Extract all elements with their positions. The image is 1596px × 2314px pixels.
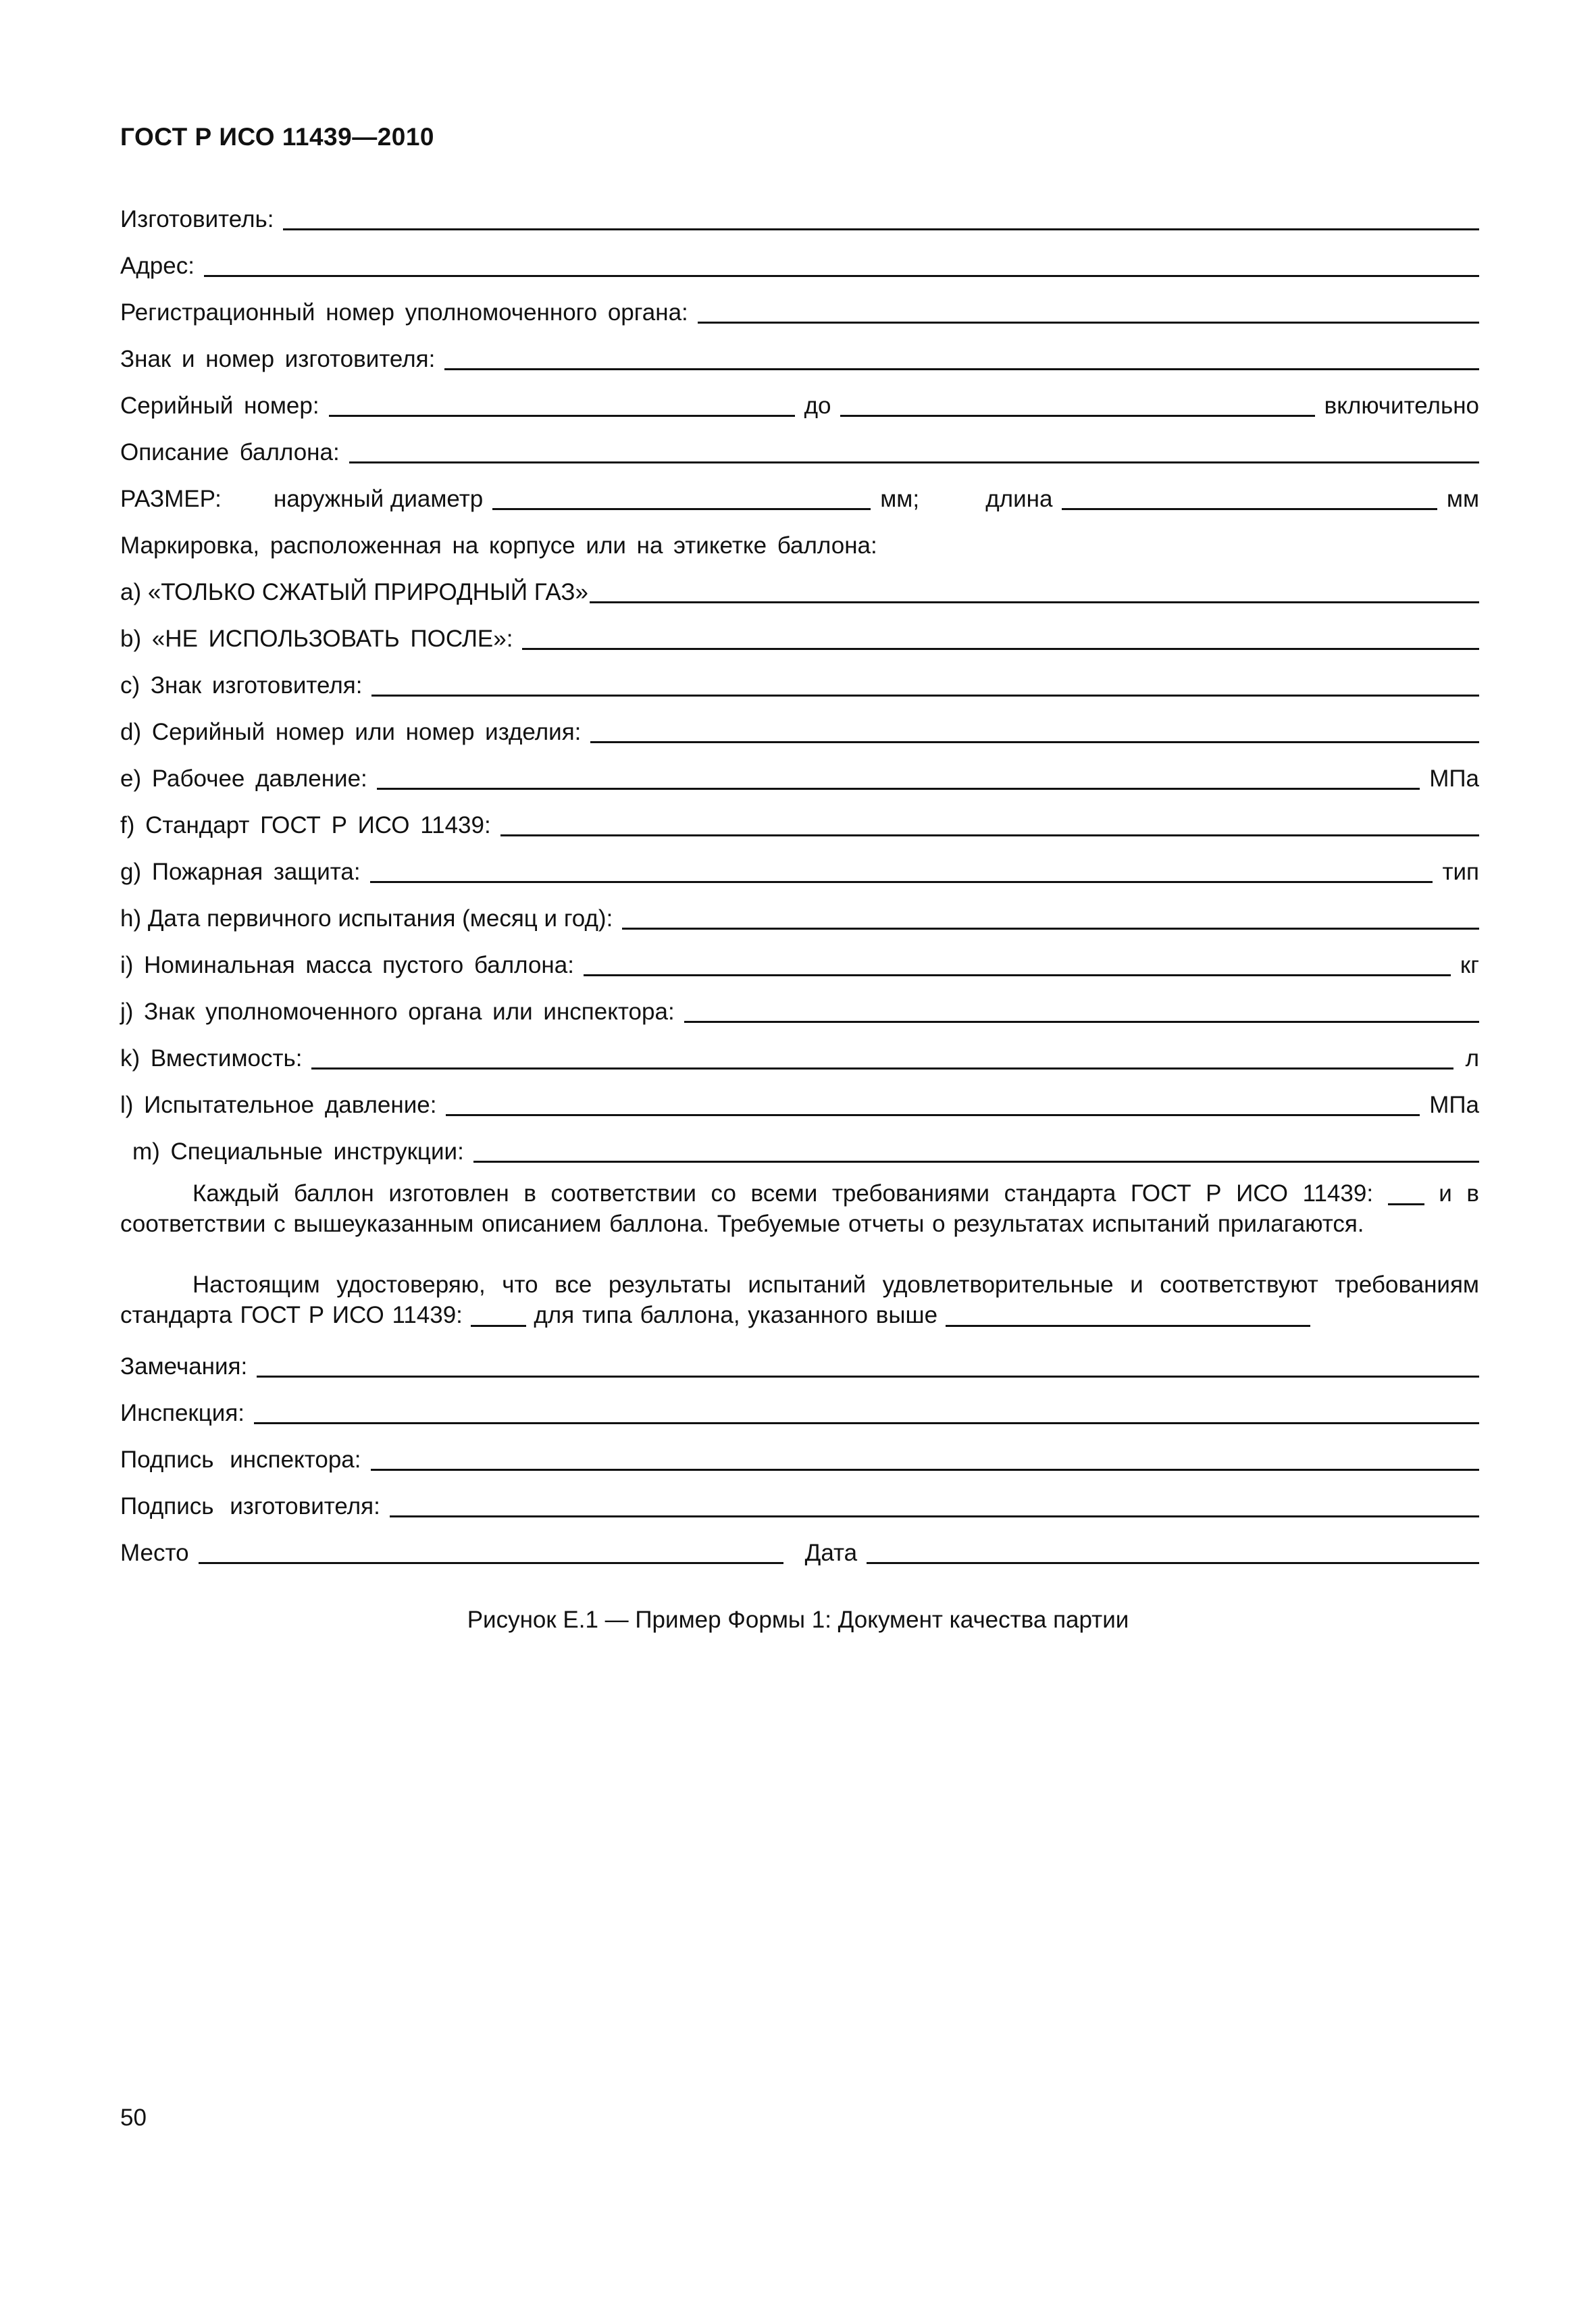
outer-diameter-field[interactable] — [492, 484, 871, 510]
item-f-row — [120, 805, 1479, 839]
item-e-row — [120, 759, 1479, 793]
cylinder-description-row — [120, 432, 1479, 466]
item-l-field[interactable] — [446, 1090, 1420, 1116]
item-d-row — [120, 712, 1479, 746]
item-j-row — [120, 992, 1479, 1026]
mark-number-label: Знак и номер изготовителя: — [120, 346, 436, 372]
inspection-row — [120, 1393, 1479, 1427]
item-b-label: b) «НЕ ИСПОЛЬЗОВАТЬ ПОСЛЕ»: — [120, 626, 513, 652]
length-label: длина — [985, 486, 1053, 512]
item-b-field[interactable] — [522, 624, 1479, 650]
serial-to-label: до — [804, 393, 831, 419]
item-a-field[interactable] — [590, 577, 1479, 603]
item-c-label: с) Знак изготовителя: — [120, 672, 363, 699]
length-unit: мм — [1446, 486, 1479, 512]
inspector-signature-field[interactable] — [371, 1444, 1480, 1471]
item-m-field[interactable] — [473, 1136, 1479, 1163]
item-h-row — [120, 899, 1479, 932]
item-m-row — [132, 1132, 1479, 1165]
item-m-label: m) Специальные инструкции: — [132, 1138, 464, 1165]
item-f-label: f) Стандарт ГОСТ Р ИСО 11439: — [120, 812, 491, 838]
document-header: ГОСТ Р ИСО 11439—2010 — [120, 123, 435, 151]
size-label: РАЗМЕР: — [120, 486, 222, 512]
remarks-field[interactable] — [257, 1351, 1479, 1378]
item-e-field[interactable] — [377, 763, 1420, 790]
place-label: Место — [120, 1540, 189, 1566]
address-field[interactable] — [204, 251, 1479, 277]
serial-to-field[interactable] — [840, 391, 1314, 417]
item-b-row — [120, 619, 1479, 653]
item-c-row — [120, 665, 1479, 699]
reg-number-row — [120, 293, 1479, 326]
remarks-row — [120, 1347, 1479, 1380]
address-label: Адрес: — [120, 253, 195, 279]
figure-caption: Рисунок Е.1 — Пример Формы 1: Документ качества партии — [467, 1607, 1129, 1633]
item-i-unit: кг — [1460, 952, 1479, 978]
item-i-field[interactable] — [584, 950, 1451, 976]
item-j-field[interactable] — [684, 997, 1479, 1023]
serial-number-row — [120, 386, 1479, 420]
reg-number-field[interactable] — [698, 297, 1479, 324]
address-row — [120, 246, 1479, 280]
cylinder-description-label: Описание баллона: — [120, 439, 340, 466]
manufacturer-signature-row — [120, 1486, 1479, 1520]
inspector-signature-label: Подпись инспектора: — [120, 1447, 361, 1473]
item-c-field[interactable] — [371, 670, 1479, 697]
date-label: Дата — [804, 1540, 858, 1566]
inspection-label: Инспекция: — [120, 1400, 244, 1426]
cylinder-description-field[interactable] — [349, 437, 1479, 463]
item-d-field[interactable] — [590, 717, 1479, 743]
place-field[interactable] — [199, 1538, 783, 1564]
compliance-text-start: Каждый баллон изготовлен в соответствии со всеми требованиями стандарта ГОСТ Р ИСО 11439: — [192, 1180, 1374, 1207]
size-row — [120, 479, 1479, 513]
item-i-label: i) Номинальная масса пустого баллона: — [120, 952, 574, 978]
page-number: 50 — [120, 2105, 147, 2131]
manufacturer-row — [120, 199, 1479, 233]
item-l-label: l) Испытательное давление: — [120, 1092, 437, 1118]
mark-number-row — [120, 339, 1479, 373]
manufacturer-signature-label: Подпись изготовителя: — [120, 1493, 380, 1519]
item-g-unit: тип — [1442, 859, 1479, 885]
item-h-label: h) Дата первичного испытания (месяц и год): — [120, 905, 613, 932]
place-date-row — [120, 1533, 1479, 1567]
serial-inclusive-label: включительно — [1324, 393, 1479, 419]
marking-intro-text: Маркировка, расположенная на корпусе или на этикетке баллона: — [120, 532, 877, 559]
length-field[interactable] — [1062, 484, 1437, 510]
inspection-field[interactable] — [254, 1398, 1479, 1424]
item-f-field[interactable] — [500, 810, 1479, 836]
outer-diameter-label: наружный диаметр — [274, 486, 484, 512]
item-g-row — [120, 852, 1479, 886]
compliance-paragraph — [120, 1178, 1479, 1239]
compliance-text-end: и в соответствии с вышеуказанным описанием баллона. Требуемые отчеты о результатах испытаний прилагаются. — [120, 1180, 1480, 1237]
outer-diameter-unit: мм; — [880, 486, 920, 512]
manufacturer-label: Изготовитель: — [120, 206, 274, 232]
item-a-row — [120, 572, 1479, 606]
serial-from-field[interactable] — [329, 391, 795, 417]
inspector-signature-row — [120, 1440, 1479, 1474]
item-e-label: е) Рабочее давление: — [120, 765, 367, 792]
certification-type-blank[interactable] — [946, 1305, 1310, 1327]
item-h-field[interactable] — [622, 903, 1479, 930]
manufacturer-field[interactable] — [283, 204, 1479, 230]
item-a-label: а) «ТОЛЬКО СЖАТЫЙ ПРИРОДНЫЙ ГАЗ» — [120, 579, 588, 605]
item-e-unit: МПа — [1429, 765, 1479, 792]
date-field[interactable] — [867, 1538, 1479, 1564]
item-k-label: k) Вместимость: — [120, 1045, 303, 1072]
manufacturer-signature-field[interactable] — [390, 1491, 1479, 1517]
item-i-row — [120, 945, 1479, 979]
marking-intro-row — [120, 526, 1479, 559]
item-d-label: d) Серийный номер или номер изделия: — [120, 719, 582, 745]
item-k-row — [120, 1038, 1479, 1072]
reg-number-label: Регистрационный номер уполномоченного органа: — [120, 299, 688, 326]
certification-paragraph — [120, 1269, 1479, 1330]
certification-text-mid: для типа баллона, указанного выше — [534, 1302, 938, 1328]
remarks-label: Замечания: — [120, 1353, 248, 1380]
item-j-label: j) Знак уполномоченного органа или инспектора: — [120, 999, 675, 1025]
compliance-standard-blank[interactable] — [1388, 1183, 1424, 1205]
item-g-label: g) Пожарная защита: — [120, 859, 361, 885]
item-k-field[interactable] — [311, 1043, 1453, 1070]
certification-standard-blank[interactable] — [471, 1305, 526, 1327]
serial-number-label: Серийный номер: — [120, 393, 319, 419]
item-g-field[interactable] — [370, 857, 1433, 883]
item-l-row — [120, 1085, 1479, 1119]
mark-number-field[interactable] — [444, 344, 1479, 370]
certification-text-start: Настоящим удостоверяю, что все результаты испытаний удовлетворительные и соответствуют требованиям стандарта ГОСТ Р ИСО 11439: — [120, 1272, 1479, 1328]
item-k-unit: л — [1465, 1045, 1479, 1072]
item-l-unit: МПа — [1429, 1092, 1479, 1118]
